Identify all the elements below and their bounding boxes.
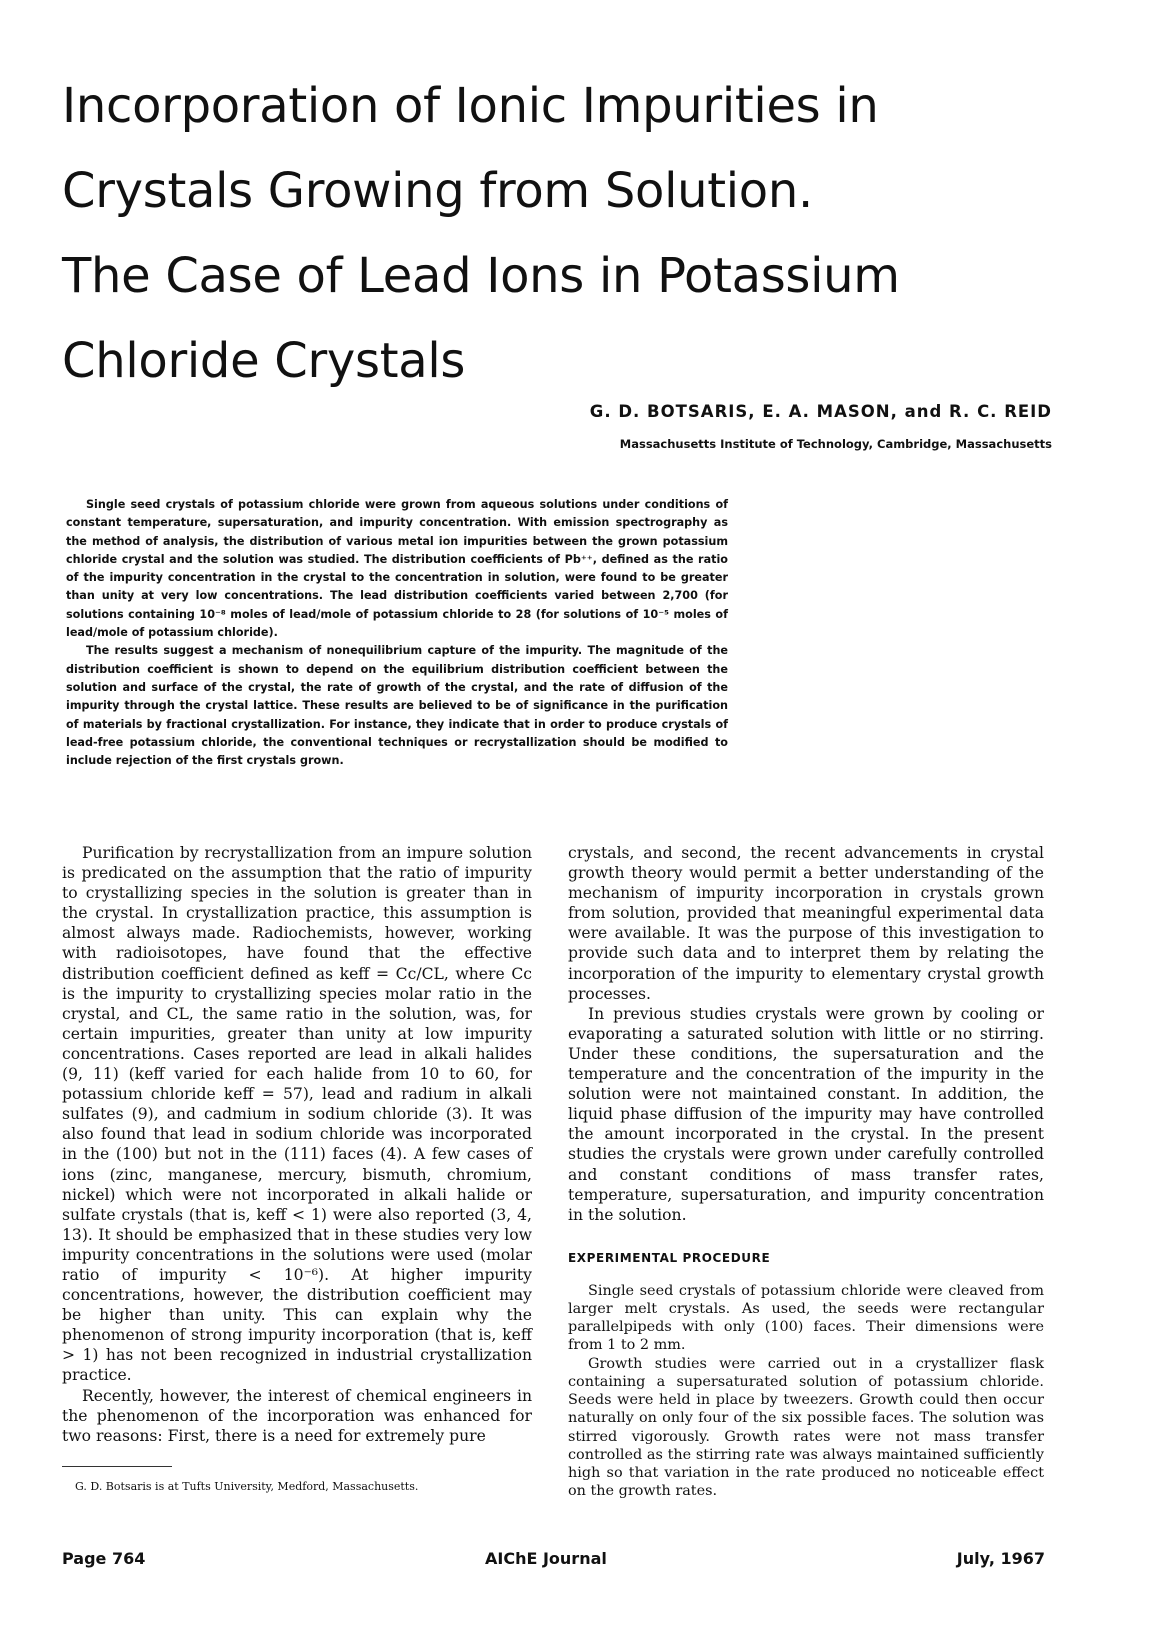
title-line-3: The Case of Lead Ions in Potassium <box>62 248 900 304</box>
title-line-1: Incorporation of Ionic Impurities in <box>62 78 879 134</box>
paper-title <box>62 64 962 404</box>
footnote-divider <box>62 1466 172 1467</box>
title-line-2: Crystals Growing from Solution. <box>62 163 813 219</box>
abstract-paragraph-2: The results suggest a mechanism of nonequilibrium capture of the impurity. The magnitude of the distribution coefficient is shown to depend on the equilibrium distribution coefficient between the solution and surface of the crystal, the rate of growth of the crystal, and the rate of diffusion of the impurity through the crystal lattice. These results are believed to be of significance in the purification of materials by fractional crystallization. For instance, they indicate that in order to produce crystals of lead-free potassium chloride, the conventional techniques or recrystallization should be modified to include rejection of the first crystals grown. <box>66 644 728 768</box>
body-paragraph: crystals, and second, the recent advancements in crystal growth theory would permit a better understanding of the mechanism of impurity incorporation in crystals grown from solution, provided that meaningful experimental data were available. It was the purpose of this investigation to provide such data and to interpret them by relating the incorporation of the impurity to elementary crystal growth processes. <box>568 844 1044 1003</box>
right-column <box>568 843 1044 1500</box>
publication-date: July, 1967 <box>956 1549 1045 1568</box>
body-paragraph: Single seed crystals of potassium chloride were cleaved from larger melt crystals. As used, the seeds were rectangular parallelpipeds with only (100) faces. Their dimensions were from 1 to 2 mm. <box>568 1282 1044 1354</box>
authors: G. D. BOTSARIS, E. A. MASON, and R. C. REID <box>589 402 1052 421</box>
abstract <box>66 496 728 770</box>
journal-name: AIChE Journal <box>485 1549 607 1568</box>
left-column <box>62 843 532 1446</box>
title-line-4: Chloride Crystals <box>62 333 466 389</box>
footnote: G. D. Botsaris is at Tufts University, Medford, Massachusetts. <box>75 1480 419 1493</box>
body-paragraph: Growth studies were carried out in a crystallizer flask containing a supersaturated solution of potassium chloride. Seeds were held in place by tweezers. Growth could then occur naturally on only four of the six possible faces. The solution was stirred vigorously. Growth rates were not mass transfer controlled as the stirring rate was always maintained sufficiently high so that variation in the rate produced no noticeable effect on the growth rates. <box>568 1355 1044 1500</box>
abstract-paragraph-1: Single seed crystals of potassium chloride were grown from aqueous solutions under conditions of constant temperature, supersaturation, and impurity concentration. With emission spectrography as the method of analysis, the distribution of various metal ion impurities between the grown potassium chloride crystal and the solution was studied. The distribution coefficients of Pb⁺⁺, defined as the ratio of the impurity concentration in the crystal to the concentration in solution, were found to be greater than unity at very low concentrations. The lead distribution coefficients varied between 2,700 (for solutions containing 10⁻⁸ moles of lead/mole of potassium chloride to 28 (for solutions of 10⁻⁵ moles of lead/mole of potassium chloride). <box>66 498 728 640</box>
affiliation: Massachusetts Institute of Technology, Cambridge, Massachusetts <box>619 437 1052 451</box>
section-heading: EXPERIMENTAL PROCEDURE <box>568 1250 771 1265</box>
body-paragraph: Purification by recrystallization from an impure solution is predicated on the assumption that the ratio of impurity to crystallizing species in the solution is greater than in the crystal. In crystallization practice, this assumption is almost always made. Radiochemists, however, working with radioisotopes, have found that the effective distribution coefficient defined as keff = Cc/CL, where Cc is the impurity to crystallizing species molar ratio in the crystal, and CL, the same ratio in the solution, was, for certain impurities, greater than unity at low impurity concentrations. Cases reported are lead in alkali halides (9, 11) (keff varied for each halide from 10 to 60, for potassium chloride keff = 57), lead and radium in alkali sulfates (9), and cadmium in sodium chloride (3). It was also found that lead in sodium chloride was incorporated in the (100) but not in the (111) faces (4). A few cases of ions (zinc, manganese, mercury, bismuth, chromium, nickel) which were not incorporated in alkali halide or sulfate crystals (that is, keff < 1) were also reported (3, 4, 13). It should be emphasized that in these studies very low impurity concentrations in the solutions were used (molar ratio of impurity < 10⁻⁶). At higher impurity concentrations, however, the distribution coefficient may be higher than unity. This can explain why the phenomenon of strong impurity incorporation (that is, keff > 1) has not been recognized in industrial crystallization practice. <box>62 844 532 1385</box>
page-number: Page 764 <box>62 1549 146 1568</box>
body-paragraph: Recently, however, the interest of chemical engineers in the phenomenon of the incorporation was enhanced for two reasons: First, there is a need for extremely pure <box>62 1386 532 1445</box>
body-paragraph: In previous studies crystals were grown by cooling or evaporating a saturated solution with little or no stirring. Under these conditions, the supersaturation and the temperature and the concentration of the impurity in the solution were not maintained constant. In addition, the liquid phase diffusion of the impurity may have controlled the amount incorporated in the crystal. In the present studies the crystals were grown under carefully controlled and constant conditions of mass transfer rates, temperature, supersaturation, and impurity concentration in the solution. <box>568 1004 1044 1224</box>
